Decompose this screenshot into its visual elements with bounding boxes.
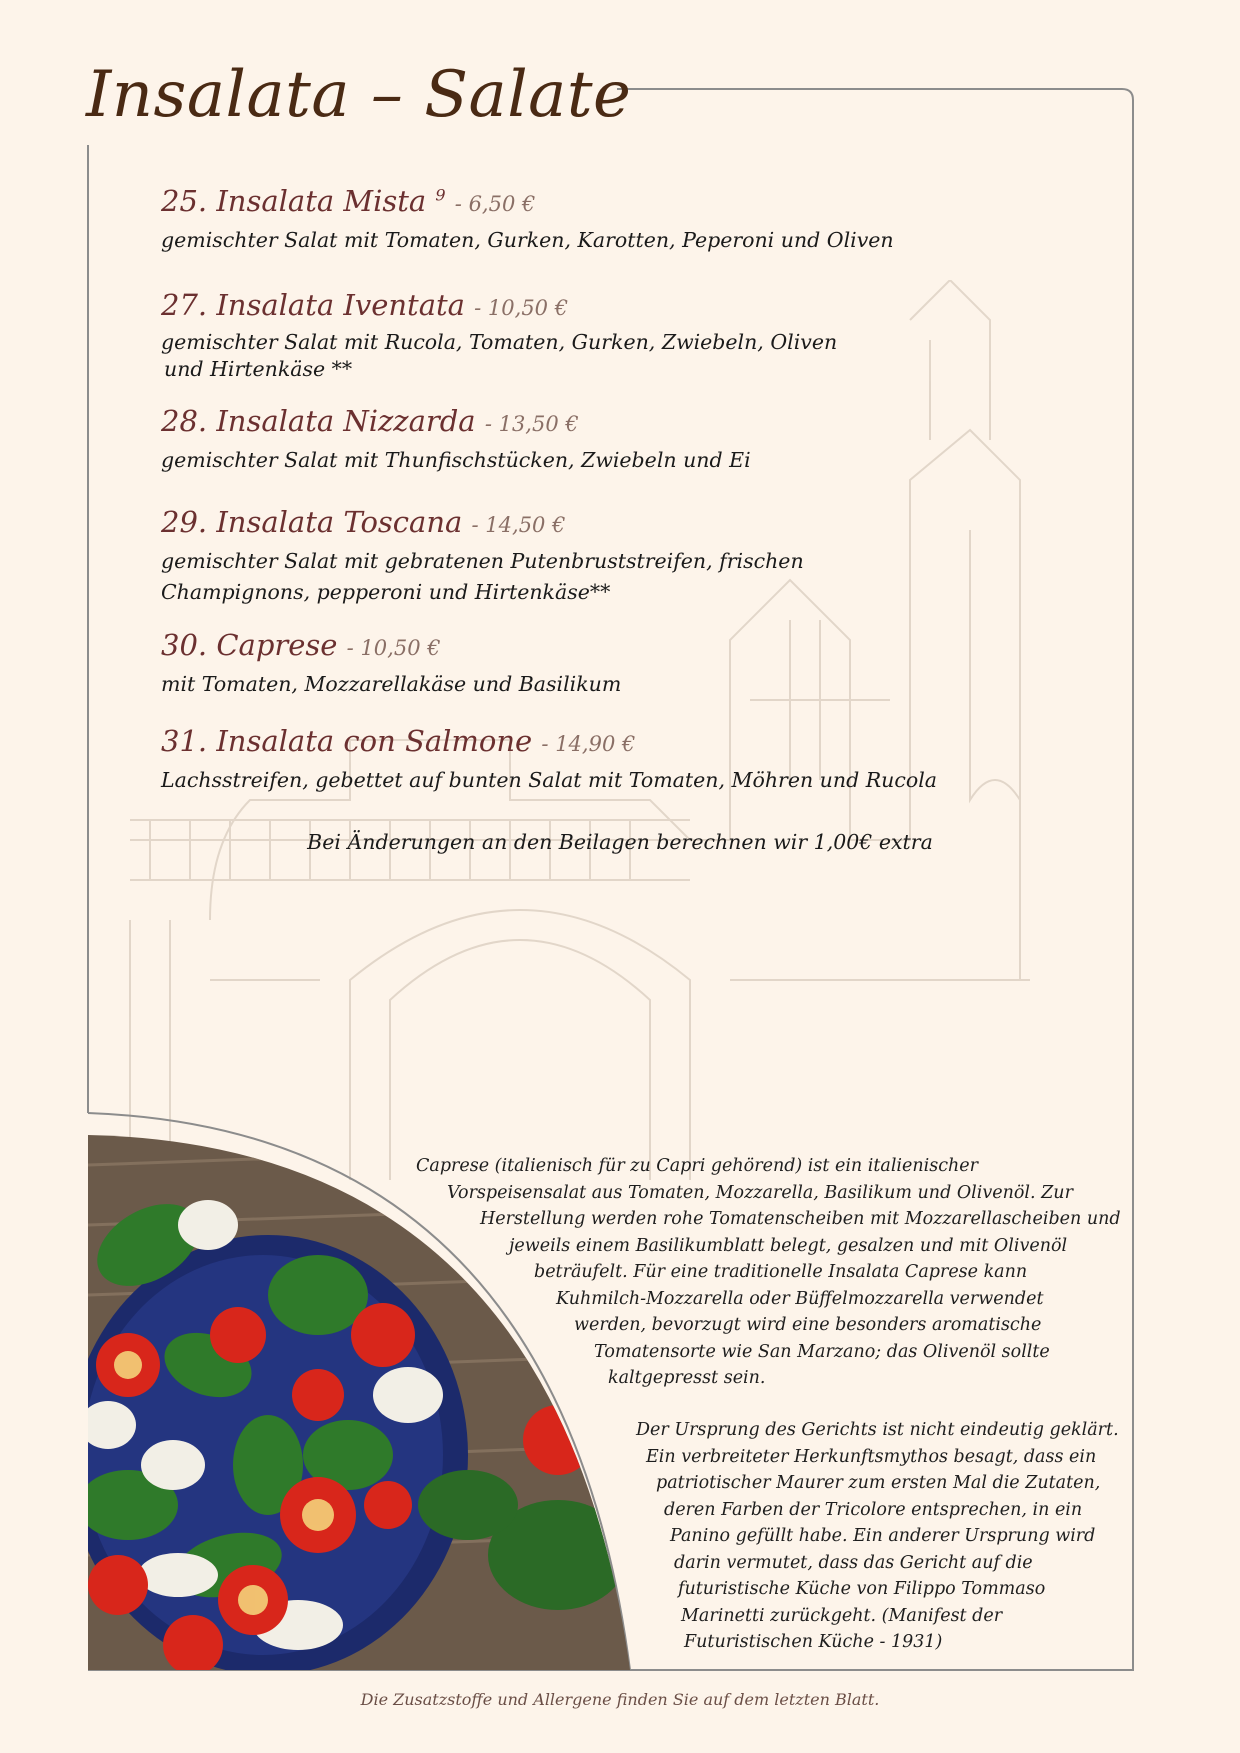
description-line: gemischter Salat mit Tomaten, Gurken, Karotten, Peperoni und Oliven [161,227,894,252]
item-price: - 14,50 € [471,513,566,537]
menu-item [161,505,1021,608]
item-description [161,546,1021,608]
paragraph-line: Herstellung werden rohe Tomatenscheiben mit Mozzarellascheiben und [480,1209,1121,1229]
paragraph-line: beträufelt. Für eine traditionelle Insalata Caprese kann [534,1262,1028,1282]
paragraph-line: kaltgepresst sein. [608,1368,766,1388]
item-name: 28. Insalata Nizzarda [161,404,476,438]
paragraph-line: Vorspeisensalat aus Tomaten, Mozzarella, Basilikum und Olivenöl. Zur [447,1182,1073,1203]
paragraph-line: futuristische Küche von Filippo Tommaso [678,1579,1046,1599]
menu-item [161,288,1021,383]
paragraph-line: Tomatensorte wie San Marzano; das Olivenöl sollte [594,1341,1050,1362]
item-price: - 13,50 € [484,412,579,436]
paragraph-line: Kuhmilch-Mozzarella oder Büffelmozzarella verwendet [556,1288,1044,1309]
item-description [161,765,1021,796]
item-heading [161,404,1021,439]
description-line: gemischter Salat mit Thunfischstücken, Zwiebeln und Ei [161,447,751,472]
item-description [161,445,1021,476]
paragraph-line: darin vermutet, dass das Gericht auf die [674,1552,1033,1573]
description-line: gemischter Salat mit gebratenen Putenbruststreifen, frischen [161,548,804,573]
item-name: 25. Insalata Mista [161,184,427,218]
description-line: gemischter Salat mit Rucola, Tomaten, Gurken, Zwiebeln, Oliven [161,329,838,354]
item-price: - 10,50 € [474,296,569,320]
item-description [161,225,1021,256]
paragraph-line: Panino gefüllt habe. Ein anderer Ursprung wird [670,1526,1096,1546]
item-heading [161,184,1021,219]
item-heading [161,505,1021,540]
item-price: - 6,50 € [454,192,536,216]
page-title: Insalata – Salate [86,58,632,132]
paragraph-line: Caprese (italienisch für zu Capri gehörend) ist ein italienischer [416,1156,979,1176]
paragraph-line: jeweils einem Basilikumblatt belegt, gesalzen und mit Olivenöl [509,1235,1068,1256]
paragraph-line: Futuristischen Küche - 1931) [684,1632,943,1652]
paragraph-line: werden, bevorzugt wird eine besonders aromatische [574,1315,1042,1335]
paragraph-line: Der Ursprung des Gerichts ist nicht eindeutig geklärt. [636,1420,1119,1440]
item-name: 31. Insalata con Salmone [161,724,533,758]
item-name: 29. Insalata Toscana [161,505,463,539]
item-description [161,669,1021,700]
menu-item [161,404,1021,476]
item-name: 27. Insalata Iventata [161,288,465,322]
caprese-history-paragraph [416,1153,1121,1392]
menu-item [161,724,1021,796]
menu-item [161,628,1021,700]
paragraph-line: Ein verbreiteter Herkunftsmythos besagt, dass ein [646,1446,1097,1467]
allergen-footer-note: Die Zusatzstoffe und Allergene finden Sie auf dem letzten Blatt. [360,1690,880,1709]
item-description [161,329,1021,383]
caprese-origin-paragraph [636,1417,1119,1656]
menu-item [161,184,1021,256]
paragraph-line: Marinetti zurückgeht. (Manifest der [681,1605,1003,1626]
item-heading [161,288,1021,323]
item-price: - 14,90 € [541,732,636,756]
item-heading [161,628,1021,663]
description-line: mit Tomaten, Mozzarellakäse und Basilikum [161,671,622,696]
item-name: 30. Caprese [161,628,338,662]
description-line: Lachsstreifen, gebettet auf bunten Salat mit Tomaten, Möhren und Rucola [161,767,937,792]
description-line: und Hirtenkäse ** [164,356,353,381]
item-heading [161,724,1021,759]
item-price: - 10,50 € [346,636,441,660]
paragraph-line: deren Farben der Tricolore entsprechen, in ein [664,1499,1083,1520]
side-dish-note: Bei Änderungen an den Beilagen berechnen wir 1,00€ extra [307,830,933,854]
paragraph-line: patriotischer Maurer zum ersten Mal die Zutaten, [656,1473,1101,1493]
description-line: Champignons, pepperoni und Hirtenkäse** [161,579,611,604]
additive-number: 9 [435,185,446,205]
